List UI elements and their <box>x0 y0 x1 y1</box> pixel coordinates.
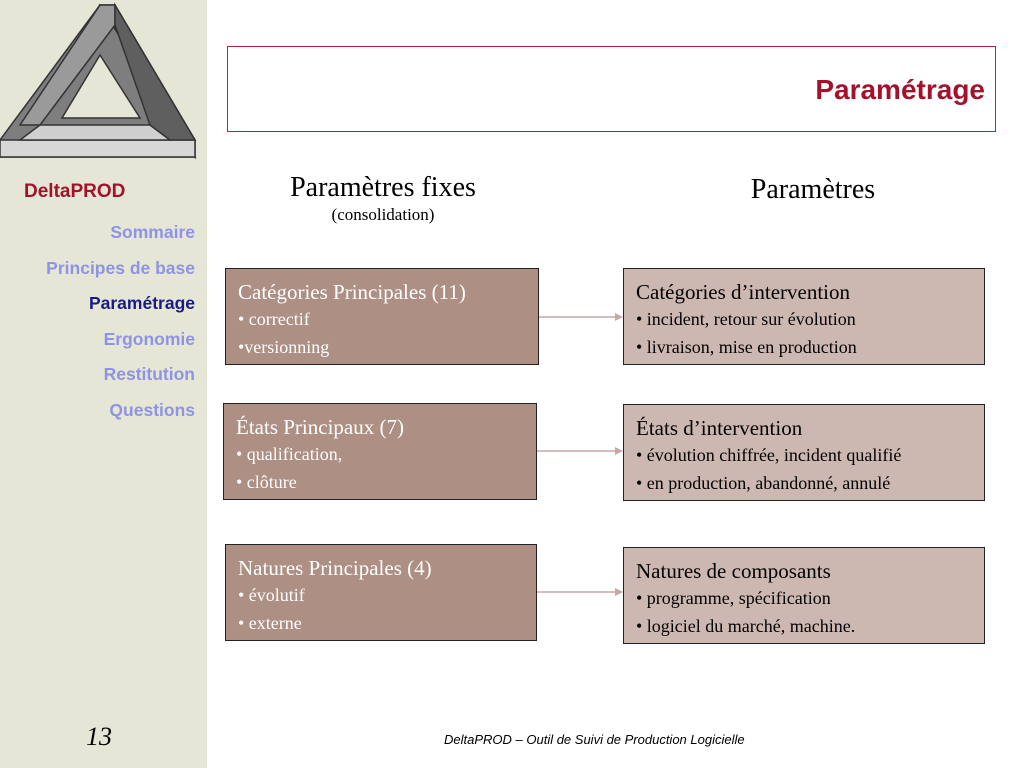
nav-item-sommaire[interactable]: Sommaire <box>110 222 195 242</box>
arrow-right-icon <box>539 313 623 321</box>
box-item: • incident, retour sur évolution <box>636 309 856 329</box>
box-title: États Principaux (7) <box>236 415 404 439</box>
nav-item-ergonomie[interactable]: Ergonomie <box>103 328 195 349</box>
box-title: Natures de composants <box>636 559 831 583</box>
box-right-categories <box>623 268 985 365</box>
title-box <box>227 46 996 132</box>
box-item: • externe <box>238 613 302 633</box>
slide-title: Paramétrage <box>815 74 985 105</box>
box-title: Natures Principales (4) <box>238 556 432 580</box>
box-item: • évolution chiffrée, incident qualifié <box>636 445 902 465</box>
nav-item-restitution[interactable]: Restitution <box>103 364 195 384</box>
nav-item-principes[interactable]: Principes de base <box>46 257 195 278</box>
box-item: • livraison, mise en production <box>636 337 857 357</box>
box-left-natures <box>225 544 537 641</box>
box-item: • programme, spécification <box>636 588 831 608</box>
sidebar-nav <box>0 220 195 433</box>
column-header-right <box>713 174 913 206</box>
column-title-right: Paramètres <box>750 174 876 205</box>
nav-item-parametrage[interactable]: Paramétrage <box>88 293 195 313</box>
nav-item-questions[interactable]: Questions <box>109 399 195 420</box>
box-item: •versionning <box>238 337 330 357</box>
box-item: • en production, abandonné, annulé <box>636 473 891 493</box>
box-left-etats <box>223 403 537 500</box>
box-item: • évolutif <box>238 585 305 605</box>
arrow-right-icon <box>537 447 623 455</box>
brand-title: DeltaPROD <box>24 181 126 202</box>
box-item: • clôture <box>236 472 297 492</box>
arrow-right-icon <box>537 588 623 596</box>
page-number: 13 <box>86 722 112 751</box>
box-item: • correctif <box>238 309 310 329</box>
box-title: Catégories d’intervention <box>636 280 851 304</box>
box-item: • qualification, <box>236 444 343 464</box>
penrose-triangle-logo-icon <box>0 0 207 165</box>
column-title-left: Paramètres fixes <box>290 172 476 203</box>
box-title: Catégories Principales (11) <box>238 280 466 304</box>
column-header-left <box>246 172 520 226</box>
footer-text: DeltaPROD – Outil de Suivi de Production Logicielle <box>444 732 745 747</box>
box-item: • logiciel du marché, machine. <box>636 616 856 636</box>
box-left-categories <box>225 268 539 365</box>
box-title: États d’intervention <box>636 416 803 440</box>
column-subtitle-left: (consolidation) <box>331 205 435 224</box>
box-right-etats <box>623 404 985 501</box>
sidebar <box>0 0 207 768</box>
box-right-natures <box>623 547 985 644</box>
